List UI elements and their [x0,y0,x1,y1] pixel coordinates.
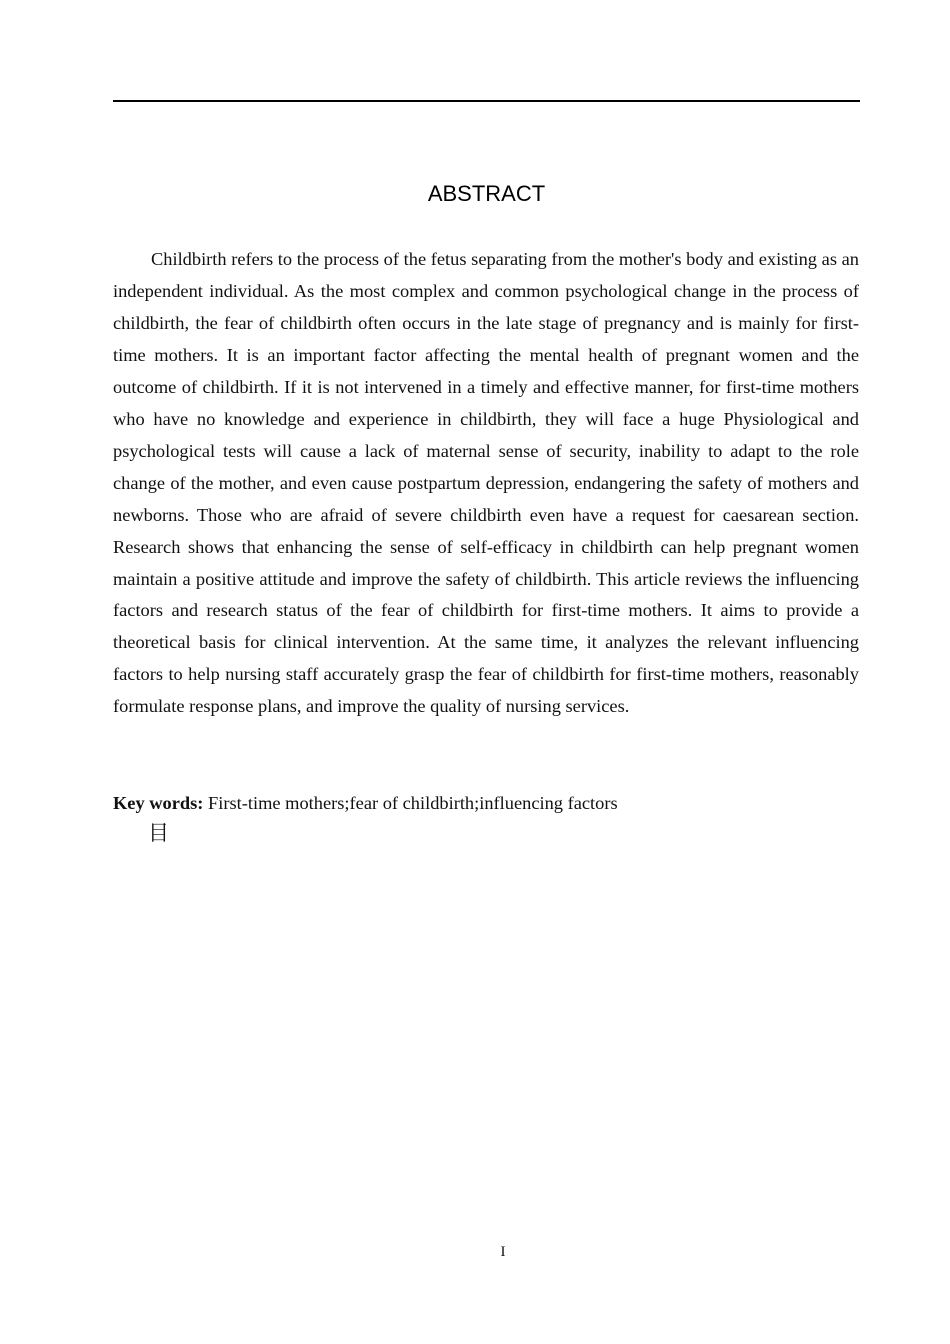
keywords-text: First-time mothers;fear of childbirth;influencing factors [208,793,618,813]
keywords-label: Key words: [113,793,204,813]
page-number: I [500,1244,506,1260]
abstract-title: ABSTRACT [427,181,546,206]
keywords-line [113,788,860,818]
abstract-body: Childbirth refers to the process of the fetus separating from the mother's body and existing as an independent individual. As the most complex and common psychological change in the process of childbirth, the fear of childbirth often occurs in the late stage of pregnancy and is mainly for first-time mothers. It is an important factor affecting the mental health of pregnant women and the outcome of childbirth. If it is not intervened in a timely and effective manner, for first-time mothers who have no knowledge and experience in childbirth, they will face a huge Physiological and psychological tests will cause a lack of maternal sense of security, inability to adapt to the role change of the mother, and even cause postpartum depression, endangering the safety of mothers and newborns. Those who are afraid of severe childbirth even have a request for caesarean section. Research shows that enhancing the sense of self-efficacy in childbirth can help pregnant women maintain a positive attitude and improve the safety of childbirth. This article reviews the influencing factors and research status of the fear of childbirth for first-time mothers. It aims to provide a theoretical basis for clinical intervention. At the same time, it analyzes the relevant influencing factors to help nursing staff accurately grasp the fear of childbirth for first-time mothers, reasonably formulate response plans, and improve the quality of nursing services. [113,249,859,717]
toc-heading-fragment: 目 [148,821,169,845]
header-rule [113,100,860,102]
